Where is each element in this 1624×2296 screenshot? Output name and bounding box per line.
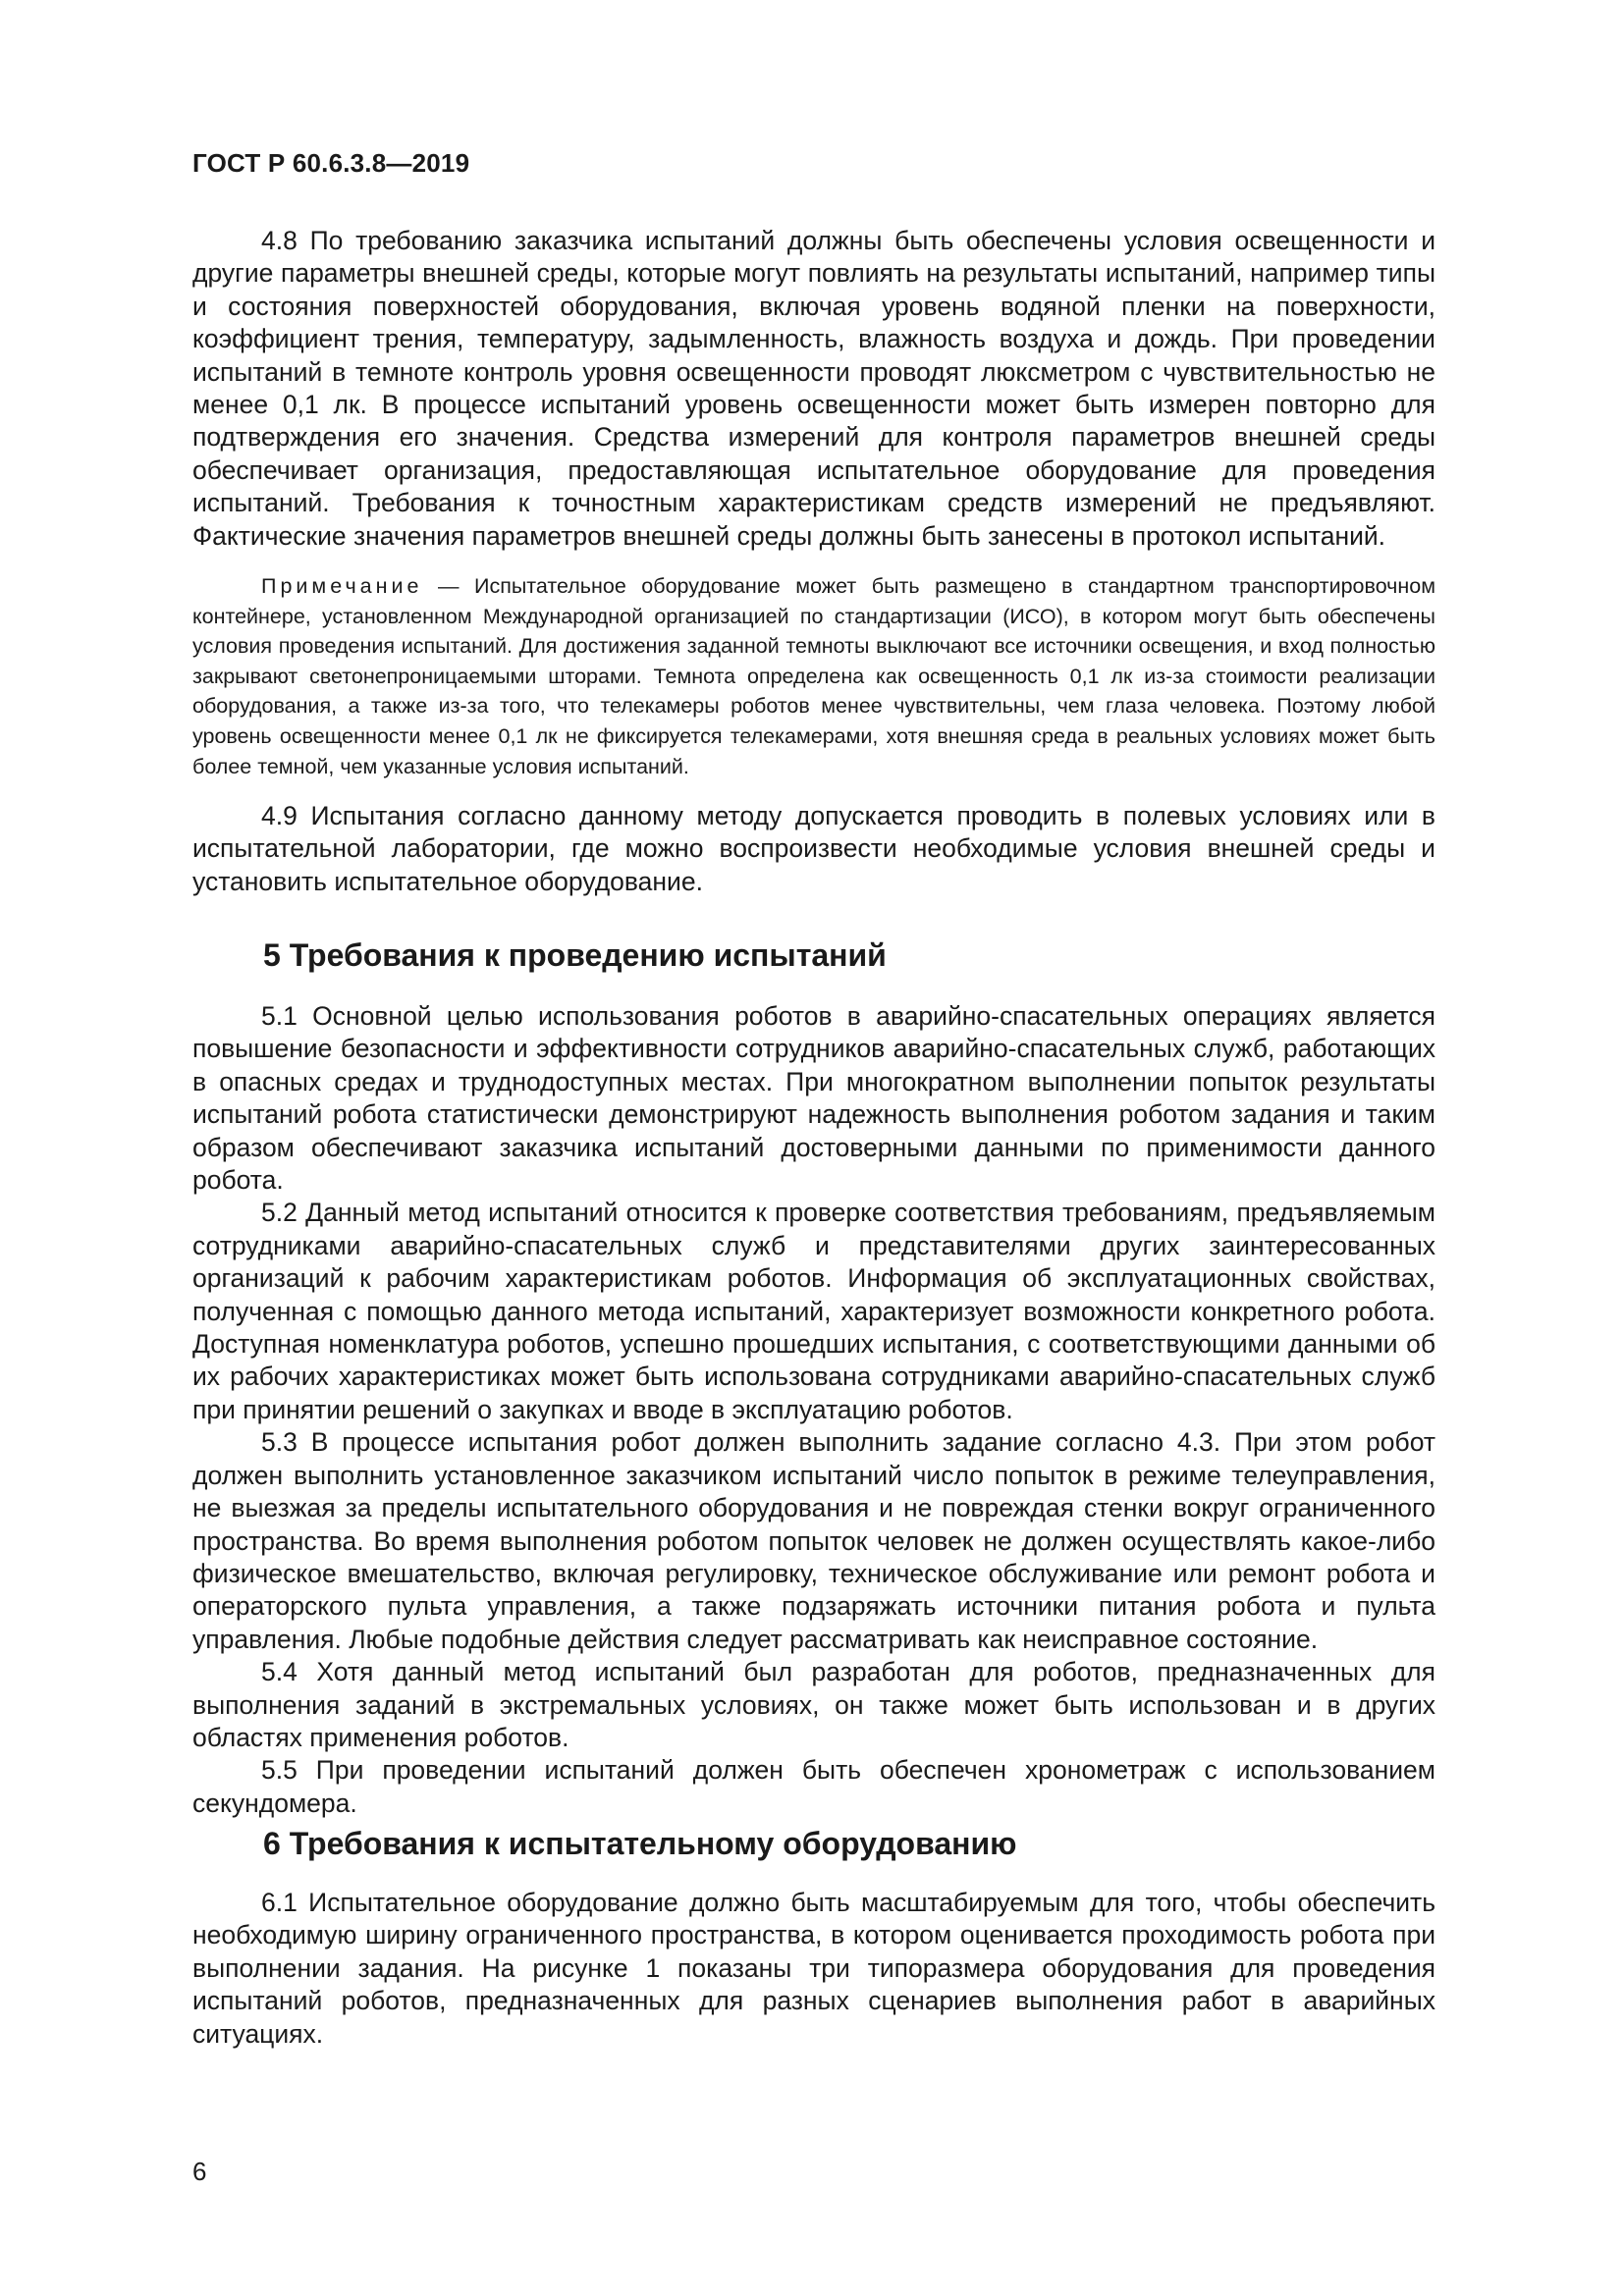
note-paragraph	[192, 571, 1435, 781]
paragraph-5-4: 5.4 Хотя данный метод испытаний был разработан для роботов, предназначенных для выполнения заданий в экстремальных условиях, он также может быть использован и в других областях применения роботов.	[192, 1657, 1435, 1752]
paragraph-5-1: 5.1 Основной целью использования роботов в аварийно-спасательных операциях является повышение безопасности и эффективности сотрудников аварийно-спасательных служб, работающих в опасных средах и труднодоступных местах. При многократном выполнении попыток результаты испытаний робота статистически демонстрируют надежность выполнения роботом задания и таким образом обеспечивают заказчика испытаний достоверными данными по применимости данного робота.	[192, 1001, 1435, 1196]
paragraph-4-8: 4.8 По требованию заказчика испытаний должны быть обеспечены условия освещенности и другие параметры внешней среды, которые могут повлиять на результаты испытаний, например типы и состояния поверхностей оборудования, включая уровень водяной пленки на поверхности, коэффициент трения, температуру, задымленность, влажность воздуха и дождь. При проведении испытаний в темноте контроль уровня освещенности проводят люксметром с чувствительностью не менее 0,1 лк. В процессе испытаний уровень освещенности может быть измерен повторно для подтверждения его значения. Средства измерений для контроля параметров внешней среды обеспечивает организация, предоставляющая испытательное оборудование для проведения испытаний. Требования к точностным характеристикам средств измерений не предъявляют. Фактические значения параметров внешней среды должны быть занесены в протокол испытаний.	[192, 226, 1435, 551]
clause-4-9-block	[192, 800, 1435, 898]
paragraph-5-3: 5.3 В процессе испытания робот должен выполнить задание согласно 4.3. При этом робот должен выполнить установленное заказчиком испытаний число попыток в режиме телеуправления, не выезжая за пределы испытательного оборудования и не повреждая стенки вокруг ограниченного пространства. Во время выполнения роботом попыток человек не должен осуществлять какое-либо физическое вмешательство, включая регулировку, техническое обслуживание или ремонт робота и операторского пульта управления, а также подзаряжать источники питания робота и пульта управления. Любые подобные действия следует рассматривать как неисправное состояние.	[192, 1427, 1435, 1654]
note-label: Примечание	[261, 574, 423, 598]
note-block	[192, 571, 1435, 781]
paragraph-4-9: 4.9 Испытания согласно данному методу допускается проводить в полевых условиях или в испытательной лаборатории, где можно воспроизвести необходимые условия внешней среды и установить испытательное оборудование.	[192, 801, 1435, 896]
section-5-heading: 5 Требования к проведению испытаний	[263, 937, 887, 973]
note-text: — Испытательное оборудование может быть размещено в стандартном транспортировочном контейнере, установленном Международной организацией по стандартизации (ИСО), в котором могут быть обеспечены условия проведения испытаний. Для достижения заданной темноты выключают все источники освещения, и вход полностью закрывают светонепроницаемыми шторами. Темнота определена как освещенность 0,1 лк из-за стоимости реализации оборудования, а также из-за того, что телекамеры роботов менее чувствительны, чем глаза человека. Поэтому любой уровень освещенности менее 0,1 лк не фиксируется телекамерами, хотя внешняя среда в реальных условиях может быть более темной, чем указанные условия испытаний.	[192, 574, 1435, 778]
section-6-heading: 6 Требования к испытательному оборудованию	[263, 1826, 1017, 1861]
paragraph-5-2: 5.2 Данный метод испытаний относится к проверке соответствия требованиям, предъявляемым сотрудниками аварийно-спасательных служб и представителями других заинтересованных организаций к рабочим характеристикам роботов. Информация об эксплуатационных свойствах, полученная с помощью данного метода испытаний, характеризует возможности конкретного робота. Доступная номенклатура роботов, успешно прошедших испытания, с соответствующими данными об их рабочих характеристиках может быть использована сотрудниками аварийно-спасательных служб при принятии решений о закупках и вводе в эксплуатацию роботов.	[192, 1198, 1435, 1424]
paragraph-6-1: 6.1 Испытательное оборудование должно быть масштабируемым для того, чтобы обеспечить необходимую ширину ограниченного пространства, в котором оценивается проходимость робота при выполнении задания. На рисунке 1 показаны три типоразмера оборудования для проведения испытаний роботов, предназначенных для разных сценариев выполнения работ в аварийных ситуациях.	[192, 1888, 1435, 2049]
paragraph-5-5: 5.5 При проведении испытаний должен быть обеспечен хронометраж с использованием секундомера.	[192, 1755, 1435, 1818]
section-5-body	[192, 1000, 1435, 1820]
standard-header: ГОСТ Р 60.6.3.8—2019	[192, 148, 470, 178]
page-number: 6	[192, 2157, 207, 2186]
clause-4-8-block	[192, 225, 1435, 553]
section-6-body	[192, 1887, 1435, 2051]
